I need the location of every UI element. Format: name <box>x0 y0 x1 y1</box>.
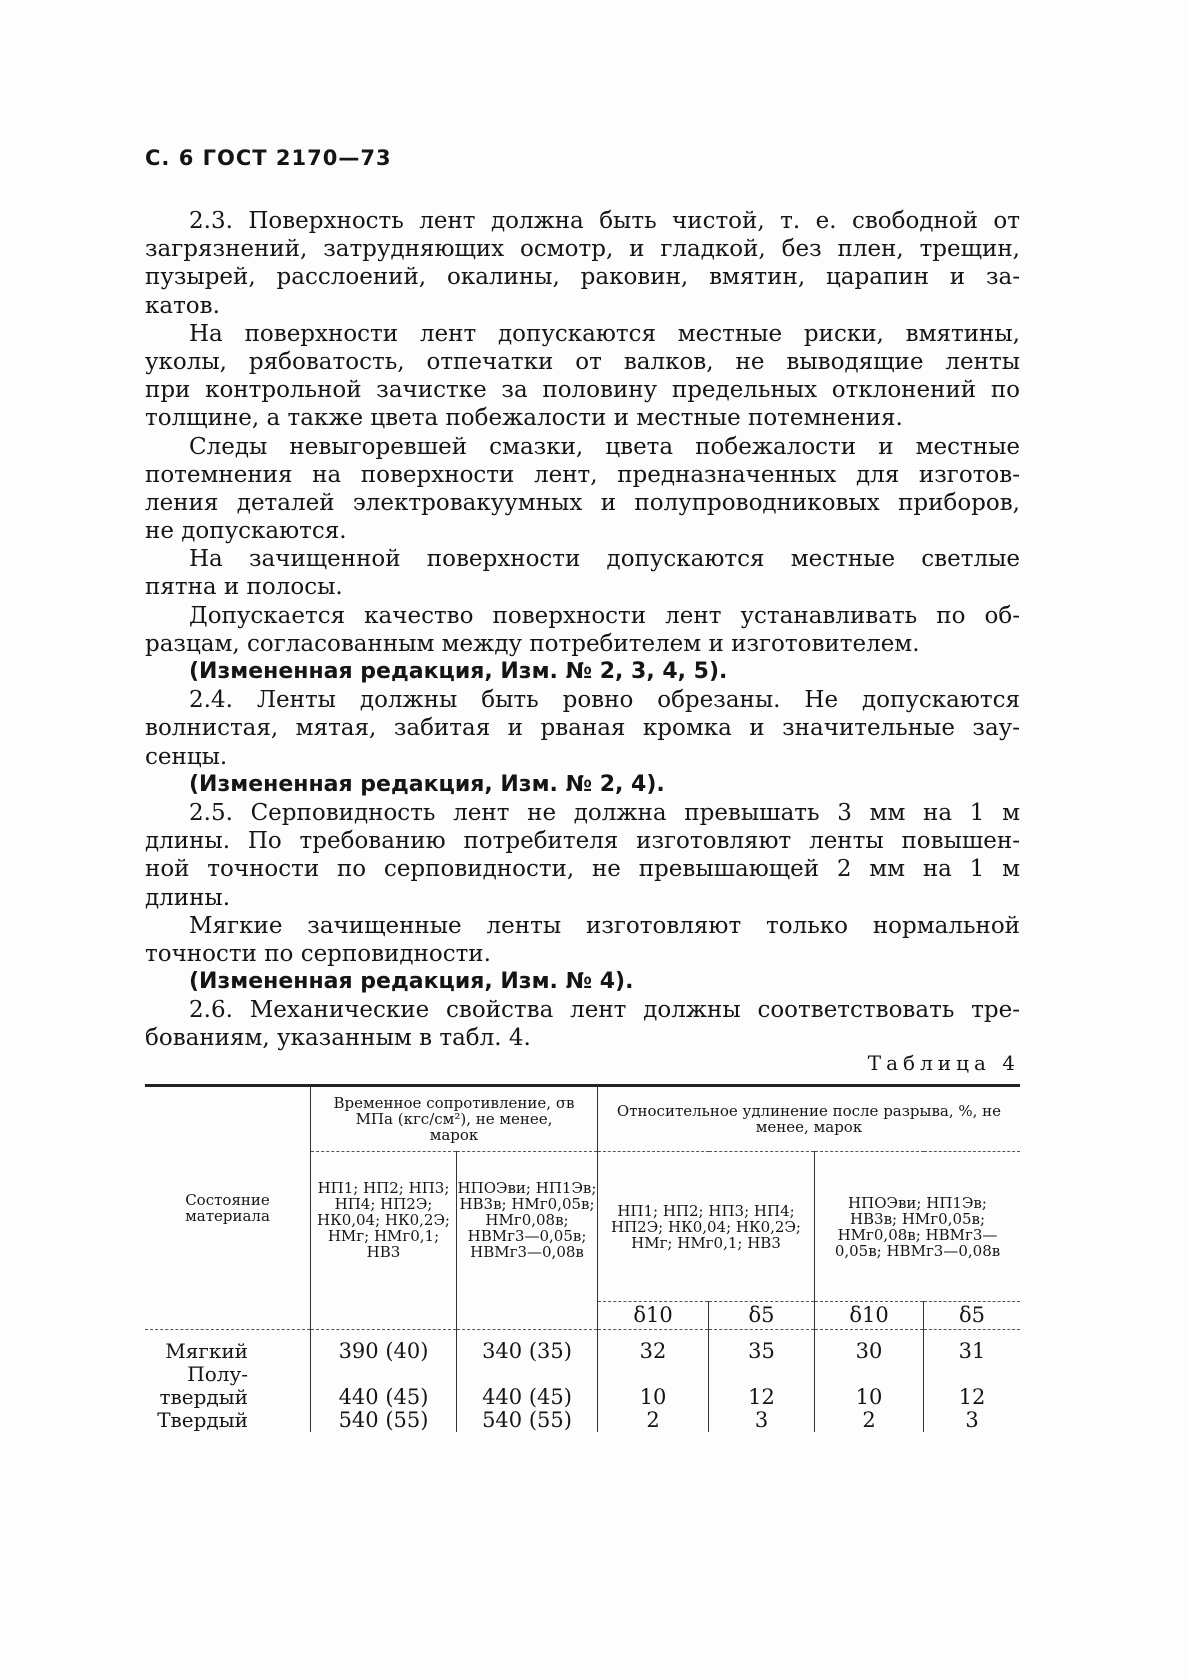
cell-value: 540 (55) <box>457 1409 598 1432</box>
elongation-header: Относительное удлинение после разрыва, %, не менее, марок <box>598 1086 1021 1152</box>
paragraph-line: бованиям, указанным в табл. 4. <box>145 1025 531 1052</box>
cell-value: 3 <box>924 1409 1021 1432</box>
paragraph-line: Допускается качество поверхности лент устанавливать по об- <box>189 602 1020 629</box>
cell-value: 340 (35) <box>457 1330 598 1364</box>
paragraph-line: На поверхности лент допускаются местные риски, вмятины, <box>189 320 1020 347</box>
paragraph-line: ной точности по серповидности, не превышающей 2 мм на 1 м <box>145 856 1020 883</box>
paragraph-line: Следы невыгоревшей смазки, цвета побежалости и местные <box>189 433 1020 460</box>
paragraph-line: катов. <box>145 292 220 319</box>
amendment-note: (Измененная редакция, Изм. № 4). <box>189 969 634 995</box>
grades-3: НП1; НП2; НП3; НП4; НП2Э; НК0,04; НК0,2Э; НМг; НМг0,1; НВ3 <box>598 1152 815 1302</box>
paragraph-line: загрязнений, затрудняющих осмотр, и гладкой, без плен, трещин, <box>145 236 1020 263</box>
table-row <box>145 1409 1020 1432</box>
grades-4: НПОЭви; НП1Эв; НВ3в; НМг0,05в; НМг0,08в; НВМг3—0,05в; НВМг3—0,08в <box>815 1152 1021 1302</box>
paragraph-line: при контрольной зачистке за половину предельных отклонений по <box>145 377 1020 404</box>
paragraph-line: На зачищенной поверхности допускаются местные светлые <box>189 546 1020 573</box>
paragraph-line: 2.6. Механические свойства лент должны соответствовать тре- <box>189 997 1020 1024</box>
page-header: С. 6 ГОСТ 2170—73 <box>145 146 392 170</box>
strength-header: Временное сопротивление, σв МПа (кгс/см²), не менее, марок <box>311 1086 598 1152</box>
cell-value: 35 <box>709 1330 815 1364</box>
paragraph-line: длины. По требованию потребителя изготовляют ленты повышен- <box>145 828 1020 855</box>
delta10-b: δ10 <box>815 1302 924 1330</box>
cell-value: 32 <box>598 1330 709 1364</box>
table-row <box>145 1330 1020 1364</box>
table-4 <box>145 1084 1020 1432</box>
paragraph-line: ления деталей электровакуумных и полупроводниковых приборов, <box>145 489 1020 516</box>
cell-value: 10 <box>815 1363 924 1409</box>
table-caption: Таблица 4 <box>867 1051 1020 1075</box>
delta10-a: δ10 <box>598 1302 709 1330</box>
delta5-a: δ5 <box>709 1302 815 1330</box>
paragraph-line: толщине, а также цвета побежалости и местные потемнения. <box>145 405 903 432</box>
cell-value: 12 <box>709 1363 815 1409</box>
row-state: Мягкий <box>165 1339 248 1363</box>
amendment-note: (Измененная редакция, Изм. № 2, 4). <box>189 771 665 797</box>
cell-value: 540 (55) <box>311 1409 457 1432</box>
cell-value: 2 <box>598 1409 709 1432</box>
paragraph-line: не допускаются. <box>145 518 347 545</box>
row-state: Полу- твердый <box>159 1362 248 1409</box>
paragraph-line: длины. <box>145 884 231 911</box>
paragraph-line: Мягкие зачищенные ленты изготовляют только нормальной <box>189 912 1020 939</box>
cell-value: 31 <box>924 1330 1021 1364</box>
grades-1: НП1; НП2; НП3; НП4; НП2Э; НК0,04; НК0,2Э; НМг; НМг0,1; НВ3 <box>311 1152 457 1330</box>
state-header: Состояние материала <box>145 1086 311 1330</box>
paragraph-line: 2.4. Ленты должны быть ровно обрезаны. Не допускаются <box>189 687 1020 714</box>
amendment-note: (Измененная редакция, Изм. № 2, 3, 4, 5). <box>189 659 728 684</box>
cell-value: 12 <box>924 1363 1021 1409</box>
cell-value: 440 (45) <box>457 1363 598 1409</box>
delta5-b: δ5 <box>924 1302 1021 1330</box>
grades-2: НПОЭви; НП1Эв; НВ3в; НМг0,05в; НМг0,08в; НВМг3—0,05в; НВМг3—0,08в <box>457 1152 598 1330</box>
paragraph-line: сенцы. <box>145 743 228 770</box>
paragraph-line: точности по серповидности. <box>145 940 491 967</box>
paragraph-line: потемнения на поверхности лент, предназначенных для изготов- <box>145 461 1020 488</box>
cell-value: 2 <box>815 1409 924 1432</box>
cell-value: 10 <box>598 1363 709 1409</box>
paragraph-line: пятна и полосы. <box>145 574 343 601</box>
paragraph-line: уколы, рябоватость, отпечатки от валков, не выводящие ленты <box>145 348 1020 375</box>
paragraph-line: 2.3. Поверхность лент должна быть чистой, т. е. свободной от <box>189 208 1020 234</box>
document-body <box>145 207 1020 1053</box>
cell-value: 30 <box>815 1330 924 1364</box>
row-state: Твердый <box>157 1408 248 1432</box>
table-row <box>145 1363 1020 1409</box>
cell-value: 390 (40) <box>311 1330 457 1364</box>
paragraph-line: волнистая, мятая, забитая и рваная кромка и значительные зау- <box>145 715 1020 742</box>
cell-value: 440 (45) <box>311 1363 457 1409</box>
paragraph-line: пузырей, расслоений, окалины, раковин, вмятин, царапин и за- <box>145 264 1020 291</box>
cell-value: 3 <box>709 1409 815 1432</box>
paragraph-line: 2.5. Серповидность лент не должна превышать 3 мм на 1 м <box>189 799 1020 826</box>
paragraph-line: разцам, согласованным между потребителем и изготовителем. <box>145 630 920 657</box>
